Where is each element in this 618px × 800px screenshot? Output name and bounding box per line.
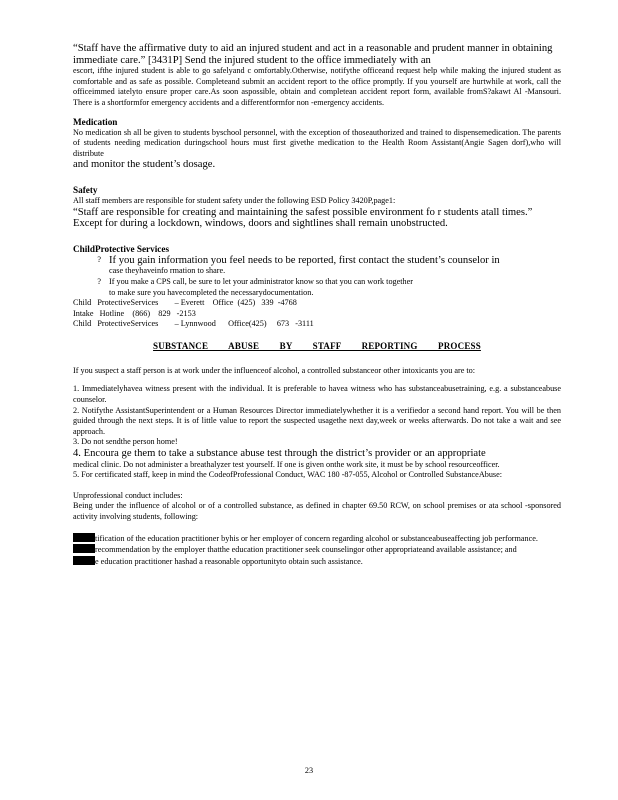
step-4-cont: medical clinic. Do not administer a breathalyzer test yourself. If one is given onthe work site, it must be by school resourceofficer. (73, 459, 500, 469)
substance-intro: If you suspect a staff person is at work under the influenceof alcohol, a controlled substanceor other intoxicants you are to: (73, 365, 476, 375)
injury-duty-quote: “Staff have the affirmative duty to aid an injured student and act in a reasonable and prudent manner in obtaining immediate care.” [3431P] Send the injured student to the office immediately with an (73, 43, 553, 66)
safety-quote: “Staff are responsible for creating and maintaining the safest possible environment fo r students atall times.” Except for during a lockdown, windows, doors and sightlines shall remain unobstructed. (73, 206, 533, 230)
cps-bullet-1-text: If you gain information you feel needs to be reported, first contact the student’s counselor in (109, 254, 500, 266)
bullet-marker: ? (97, 276, 101, 286)
step-3: 3. Do not sendthe person home! (73, 437, 178, 447)
injury-instructions: escort, ifthe injured student is able to go safelyand c omfortably.Otherwise, notifythe officeand request help while making the injured student as comfortable and as safe as possible. Completeand submit an accident report to the office promptly. If you yourself are hurtwhile at work, call the officeimmed iatelyto ensure proper care.As soon aspossible, obtain and completean accident report form, available fromS?akawt Al -Mansouri. There is a shortformfor emergency accidents and a differentformfor non -emergency accidents. (73, 66, 561, 107)
being-under-influence: Being under the influence of alcohol or of a controlled substance, as defined in chapter 69.50 RCW, on school premises or ata school -sponsored activity involving students, following: (73, 501, 561, 521)
unprofessional-conduct-label: Unprofessional conduct includes: (73, 490, 183, 500)
cps-phone-everett: Child ProtectiveServices – Everett Office (425) 339 -4768 (73, 298, 297, 308)
cps-bullet-2-cont: to make sure you havecompleted the necessarydocumentation. (109, 287, 314, 297)
conduct-item-3-text: e education practitioner hashad a reasonable opportunityto obtain such assistance. (95, 556, 363, 566)
document-page (73, 43, 561, 567)
step-4: 4. Encoura ge them to take a substance abuse test through the district’s provider or an appropriate (73, 448, 486, 460)
safety-heading: Safety (73, 184, 98, 195)
step-2: 2. Notifythe AssistantSuperintendent or a Human Resources Director immediatelywhether it is a verifiedor a second hand report. You will be then guided through the next steps. It is of little value to report the suspected usagethe next day,week or weeks afterwards. Do not take a wait and see approach. (73, 405, 561, 436)
redaction-block (73, 544, 95, 553)
medication-heading: Medication (73, 116, 118, 127)
bullet-marker: ? (97, 254, 101, 264)
cps-bullet-2-text: If you make a CPS call, be sure to let your administrator know so that you can work together (109, 276, 414, 286)
conduct-item-2-text: recommendation by the employer thatthe education practitioner seek counselingor other appropriateand available assistance; and (95, 545, 517, 555)
conduct-item-1 (73, 533, 561, 545)
redaction-block (73, 533, 95, 542)
cps-heading: ChildProtective Services (73, 243, 170, 254)
cps-bullet-1 (73, 255, 561, 277)
step-1: 1. Immediatelyhavea witness present with the individual. It is preferable to havea witness who has substanceabusetraining, e.g. a substanceabuse counselor. (73, 384, 561, 405)
medication-tail: and monitor the student’s dosage. (73, 159, 216, 171)
conduct-item-2 (73, 544, 561, 556)
cps-bullet-2 (73, 277, 561, 298)
cps-bullet-1-cont: case theyhaveinfo rmation to share. (109, 266, 226, 276)
redaction-block (73, 556, 95, 565)
step-5: 5. For certificated staff, keep in mind the CodeofProfessional Conduct, WAC 180 -87-055, Alcohol or Controlled SubstanceAbuse: (73, 470, 503, 480)
cps-phone-intake: Intake Hotline (866) 829 -2153 (73, 308, 196, 318)
conduct-item-1-text: tification of the education practitioner byhis or her employer of concern regarding alcohol or substanceabuseaffecting job performance. (95, 533, 538, 543)
safety-text: All staff members are responsible for student safety under the following ESD Policy 3420P,page1: (73, 195, 396, 205)
conduct-item-3 (73, 556, 561, 568)
page-number: 23 (304, 766, 314, 775)
substance-abuse-title: SUBSTANCE ABUSE BY STAFF REPORTING PROCESS (153, 340, 481, 351)
medication-text: No medication sh all be given to students byschool personnel, with the exception of thoseauthorized and trained to dispensemedication. The parents of students needing medication duringschool hours must first givethe medication to the Health Room Assistant(Angie Sagen dorf),who will distribute (73, 127, 561, 158)
cps-phone-lynnwood: Child ProtectiveServices – Lynnwood Office(425) 673 -3111 (73, 319, 314, 329)
